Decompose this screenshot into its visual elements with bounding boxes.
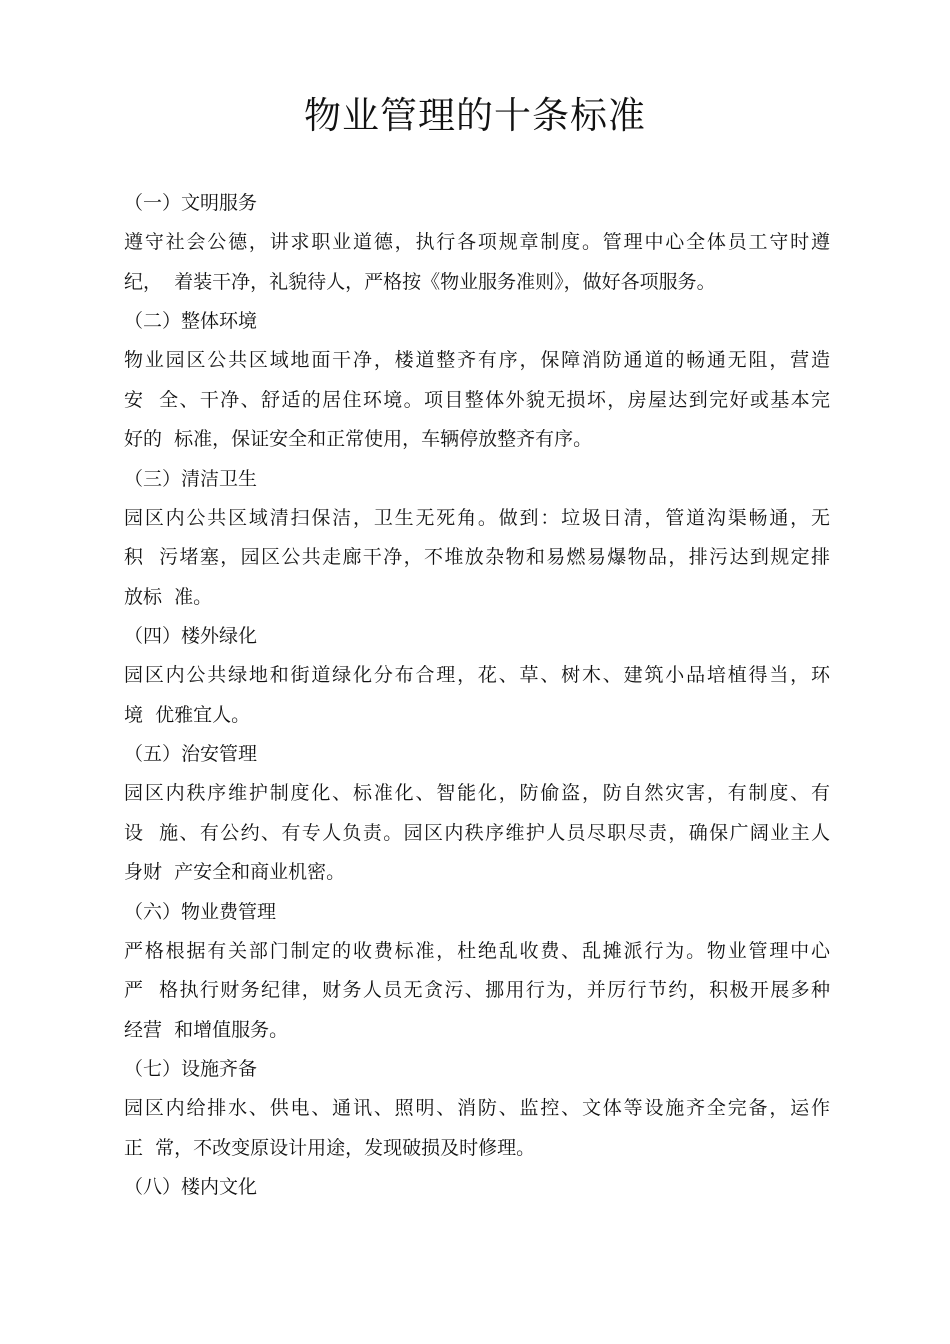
text-line: 纪， 着装干净，礼貌待人，严格按《物业服务准则》，做好各项服务。 <box>124 270 716 293</box>
document-title: 物业管理的十条标准 <box>304 94 646 137</box>
section-heading: （三）清洁卫生 <box>124 467 258 490</box>
text-line: 境 优雅宜人。 <box>124 703 251 726</box>
section-heading: （六）物业费管理 <box>124 900 277 923</box>
text-line: 园区内公共区域清扫保洁，卫生无死角。做到：垃圾日清，管道沟渠畅通，无 <box>124 506 830 529</box>
section-1 <box>124 184 830 302</box>
section-4 <box>124 617 830 735</box>
text-line: 经营 和增值服务。 <box>124 1018 289 1041</box>
section-body <box>124 223 830 302</box>
section-6 <box>124 893 830 1051</box>
text-line: 积 污堵塞，园区公共走廊干净，不堆放杂物和易燃易爆物品，排污达到规定排 <box>124 546 830 568</box>
text-line: 严 格执行财务纪律，财务人员无贪污、挪用行为，并厉行节约，积极开展多种 <box>124 979 830 1001</box>
text-line: 正 常，不改变原设计用途，发现破损及时修理。 <box>124 1136 536 1159</box>
section-body <box>124 774 830 893</box>
section-5 <box>124 735 830 893</box>
text-line: 好的 标准，保证安全和正常使用，车辆停放整齐有序。 <box>124 428 593 450</box>
text-line: 身财 产安全和商业机密。 <box>124 861 346 883</box>
section-heading: （八）楼内文化 <box>124 1176 258 1198</box>
section-body <box>124 1089 830 1168</box>
section-heading: （一）文明服务 <box>124 192 258 214</box>
text-line: 设 施、有公约、有专人负责。园区内秩序维护人员尽职尽责，确保广阔业主人 <box>124 821 830 844</box>
section-heading: （四）楼外绿化 <box>124 625 258 647</box>
section-body <box>124 341 830 460</box>
section-body <box>124 932 830 1051</box>
section-heading: （七）设施齐备 <box>124 1058 258 1080</box>
section-7 <box>124 1050 830 1168</box>
text-line: 放标 准。 <box>124 585 213 608</box>
section-heading: （二）整体环境 <box>124 310 258 332</box>
section-heading: （五）治安管理 <box>124 743 258 765</box>
section-2 <box>124 302 830 460</box>
section-body <box>124 656 830 735</box>
text-line: 物业园区公共区域地面干净，楼道整齐有序，保障消防通道的畅通无阻，营造 <box>124 349 830 371</box>
document-content <box>124 184 830 1207</box>
text-line: 园区内秩序维护制度化、标准化、智能化，防偷盗，防自然灾害，有制度、有 <box>124 782 830 804</box>
section-body <box>124 499 830 618</box>
text-line: 园区内给排水、供电、通讯、照明、消防、监控、文体等设施齐全完备，运作 <box>124 1097 830 1119</box>
text-line: 园区内公共绿地和街道绿化分布合理，花、草、树木、建筑小品培植得当，环 <box>124 664 830 686</box>
section-3 <box>124 460 830 618</box>
text-line: 安 全、干净、舒适的居住环境。项目整体外貌无损坏，房屋达到完好或基本完 <box>124 388 830 411</box>
text-line: 严格根据有关部门制定的收费标准，杜绝乱收费、乱摊派行为。物业管理中心 <box>124 939 830 962</box>
section-8 <box>124 1168 830 1207</box>
text-line: 遵守社会公德，讲求职业道德，执行各项规章制度。管理中心全体员工守时遵 <box>124 231 830 253</box>
